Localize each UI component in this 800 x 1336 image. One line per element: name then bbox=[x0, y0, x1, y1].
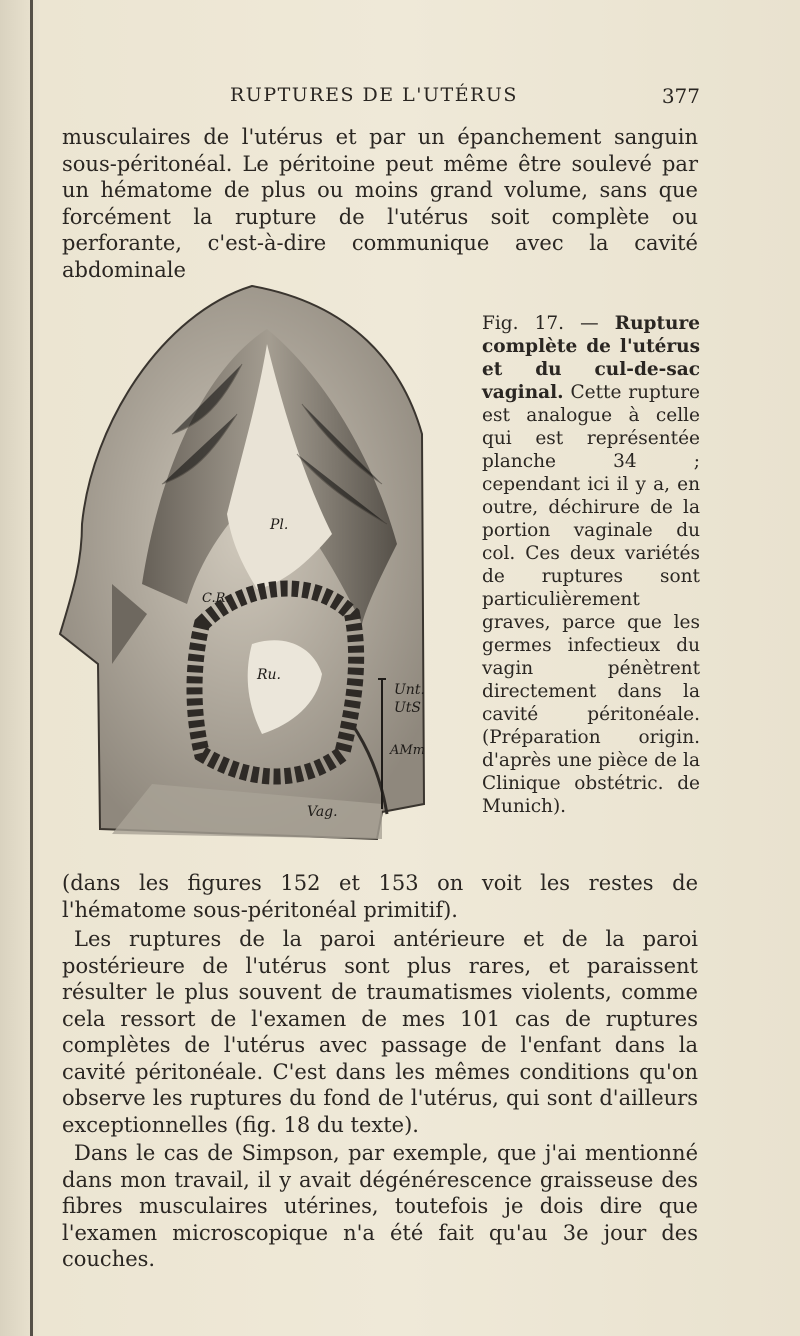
page-header bbox=[60, 84, 700, 114]
running-title: RUPTURES DE L'UTÉRUS bbox=[230, 84, 518, 106]
label-ru: Ru. bbox=[257, 667, 282, 683]
label-pl: Pl. bbox=[270, 517, 289, 533]
binding-edge bbox=[30, 0, 33, 1336]
figure-caption bbox=[482, 312, 700, 818]
caption-title: Rupture complète de l'utérus et du cul-de-sac vaginal. bbox=[482, 313, 700, 403]
caption-body: Cette rupture est analogue à celle qui est représentée planche 34 ; cependant ici il y a, en outre, déchirure de la portion vaginale du col. Ces deux variétés de ruptures sont particulièrement graves, parce que les germes infectieux du vagin pénètrent directement dans la cavité péritonéale. (Préparation origin. d'après une pièce de la Clinique obstétric. de Munich). bbox=[482, 382, 700, 817]
label-unt: Unt. bbox=[394, 682, 425, 698]
anatomical-illustration bbox=[52, 284, 432, 848]
caption-label: Fig. 17. — bbox=[482, 313, 599, 334]
paragraph-4: Dans le cas de Simpson, par exemple, que j'ai mentionné dans mon travail, il y avait dégénérescence graisseuse des fibres musculaires utérines, toutefois je dois dire que l'examen microscopique n'a été fait qu'au 3e jour des couches. bbox=[62, 1141, 698, 1271]
label-cr: C.R. bbox=[202, 591, 230, 606]
label-uts: UtS bbox=[394, 700, 422, 716]
paragraph-3: Les ruptures de la paroi antérieure et de la paroi postérieure de l'utérus sont plus rares, et paraissent résulter le plus souvent de traumatismes violents, comme cela ressort de l'examen de mes 101 cas de ruptures complètes de l'utérus avec passage de l'enfant dans la cavité péritonéale. C'est dans les mêmes conditions qu'on observe les ruptures du fond de l'utérus, qui sont d'ailleurs exceptionnelles (fig. 18 du texte). bbox=[62, 927, 698, 1137]
paragraph-2: (dans les figures 152 et 153 on voit les restes de l'hématome sous-péritonéal primitif). bbox=[62, 871, 698, 922]
label-vag: Vag. bbox=[307, 804, 338, 820]
paragraph-1: musculaires de l'utérus et par un épanchement sanguin sous-péritonéal. Le péritoine peut même être soulevé par un hématome de plus ou moins grand volume, sans que forcément la rupture de l'utérus soit complète ou perforante, c'est-à-dire communique avec la cavité abdominale bbox=[62, 125, 698, 282]
label-amm: AMm bbox=[390, 743, 426, 758]
page-number: 377 bbox=[661, 84, 700, 108]
